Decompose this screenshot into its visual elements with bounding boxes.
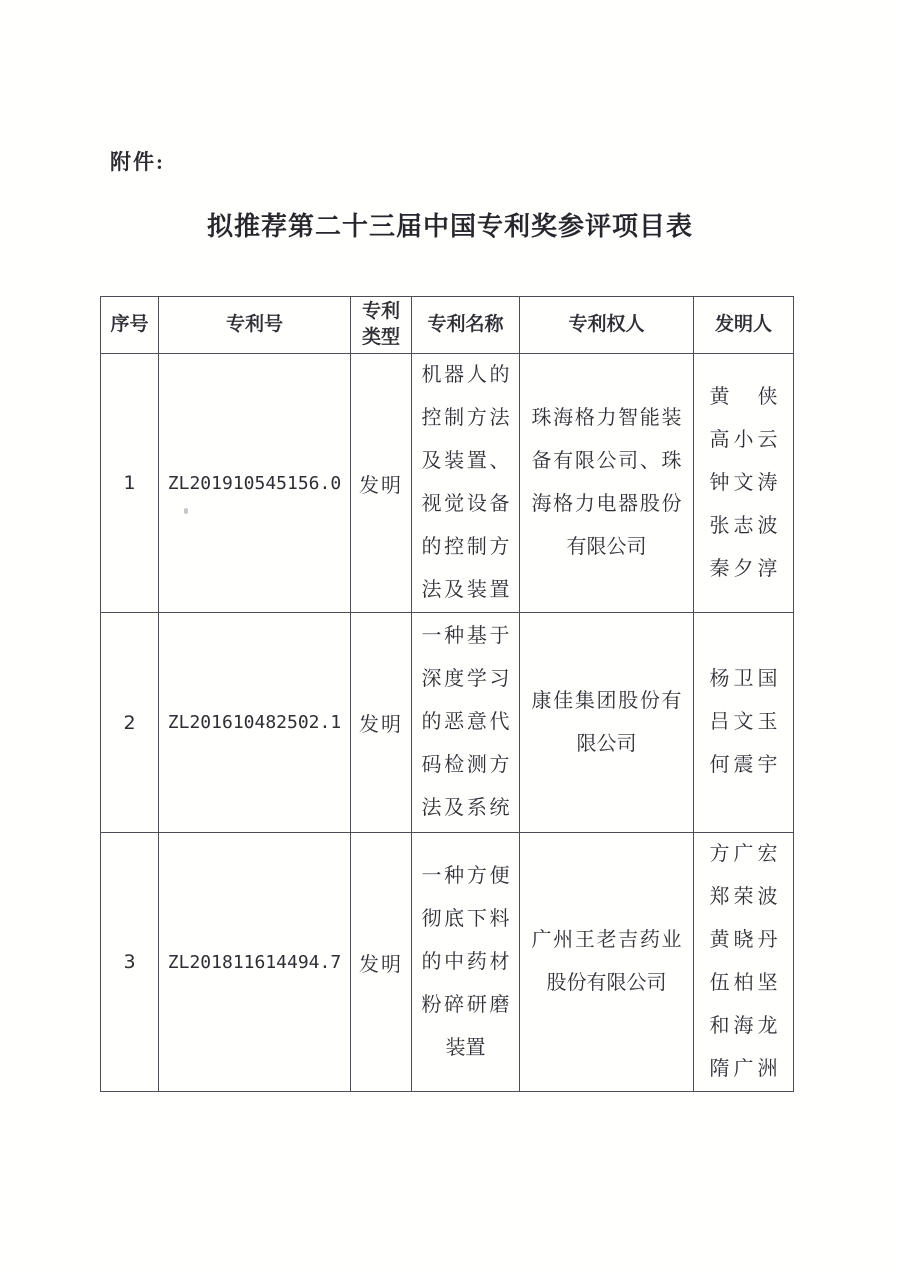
cell-serial-no: 2 (101, 613, 159, 833)
cell-patentee-line: 珠海格力智能装 (531, 407, 682, 429)
cell-inventors-line: 高小云 (709, 428, 778, 451)
cell-patent-name-line: 一种方便 (421, 864, 510, 887)
col-header-patentee: 专利权人 (520, 297, 694, 354)
cell-patent-name-line: 的中药材 (421, 950, 510, 973)
cell-patent-name-line: 的恶意代 (421, 711, 510, 733)
cell-patent-name (412, 613, 520, 833)
cell-inventors-line: 郑荣波 (709, 886, 778, 908)
cell-patentee-line: 备有限公司、珠 (531, 450, 682, 472)
cell-patent-no: ZL201610482502.1 (159, 613, 351, 833)
cell-patent-name-line: 法及装置 (421, 579, 510, 601)
scan-speck (184, 508, 188, 514)
cell-patentee-line: 康佳集团股份有 (531, 689, 682, 712)
cell-inventors-line: 黄 侠 (709, 385, 778, 408)
cell-patent-type: 发明 (351, 613, 412, 833)
cell-inventors-line: 张志波 (709, 514, 778, 537)
col-header-type: 专利类型 (351, 297, 412, 354)
cell-patentee (520, 833, 694, 1092)
cell-inventors-line: 杨卫国 (709, 668, 778, 690)
cell-patent-name-line: 一种基于 (421, 625, 510, 647)
col-header-patent-name: 专利名称 (412, 297, 520, 354)
col-header-no: 序号 (101, 297, 159, 354)
cell-inventors-line: 方广宏 (709, 843, 778, 865)
cell-patent-no: ZL201910545156.0 (159, 354, 351, 613)
cell-patent-type: 发明 (351, 833, 412, 1092)
cell-patent-type: 发明 (351, 354, 412, 613)
cell-patent-no: ZL201811614494.7 (159, 833, 351, 1092)
cell-inventors-line: 伍柏坚 (709, 972, 778, 994)
table-row (101, 613, 794, 833)
cell-inventors-line: 黄晓丹 (709, 929, 778, 951)
cell-patent-name-line: 法及系统 (421, 797, 510, 819)
cell-inventors (694, 833, 794, 1092)
page-title: 拟推荐第二十三届中国专利奖参评项目表 (206, 212, 693, 241)
cell-inventors (694, 354, 794, 613)
cell-patentee-line: 海格力电器股份 (531, 493, 682, 515)
cell-patent-name-line: 彻底下料 (421, 907, 510, 930)
cell-patent-name-line: 视觉设备 (421, 493, 510, 515)
col-header-inventors: 发明人 (694, 297, 794, 354)
cell-patentee (520, 613, 694, 833)
cell-serial-no: 3 (101, 833, 159, 1092)
cell-patentee-line: 有限公司 (566, 536, 647, 558)
cell-patent-name-line: 机器人的 (421, 364, 510, 386)
table-row (101, 354, 794, 613)
cell-patent-name (412, 354, 520, 613)
cell-patent-name-line: 深度学习 (421, 668, 510, 690)
table-header-row (101, 297, 794, 354)
attachment-label: 附件: (110, 150, 165, 174)
cell-patentee-line: 限公司 (576, 732, 637, 755)
cell-patent-name-line: 粉碎研磨 (421, 993, 510, 1016)
cell-inventors-line: 秦夕淳 (709, 557, 778, 580)
cell-patent-name-line: 装置 (445, 1036, 486, 1059)
cell-inventors-line: 吕文玉 (709, 711, 778, 733)
cell-inventors-line: 隋广洲 (709, 1058, 778, 1080)
patent-table (100, 296, 794, 1092)
table-row (101, 833, 794, 1092)
cell-patent-name-line: 及装置、 (421, 450, 510, 472)
col-header-patent-no: 专利号 (159, 297, 351, 354)
cell-patent-name-line: 控制方法 (421, 407, 510, 429)
cell-patent-name-line: 的控制方 (421, 536, 510, 558)
cell-inventors-line: 何震宇 (709, 754, 778, 776)
cell-patentee (520, 354, 694, 613)
cell-patent-name (412, 833, 520, 1092)
cell-inventors (694, 613, 794, 833)
cell-serial-no: 1 (101, 354, 159, 613)
cell-patentee-line: 广州王老吉药业 (531, 929, 682, 951)
cell-patent-name-line: 码检测方 (421, 754, 510, 776)
cell-inventors-line: 和海龙 (709, 1015, 778, 1037)
cell-patentee-line: 股份有限公司 (546, 972, 667, 994)
cell-inventors-line: 钟文涛 (709, 471, 778, 494)
